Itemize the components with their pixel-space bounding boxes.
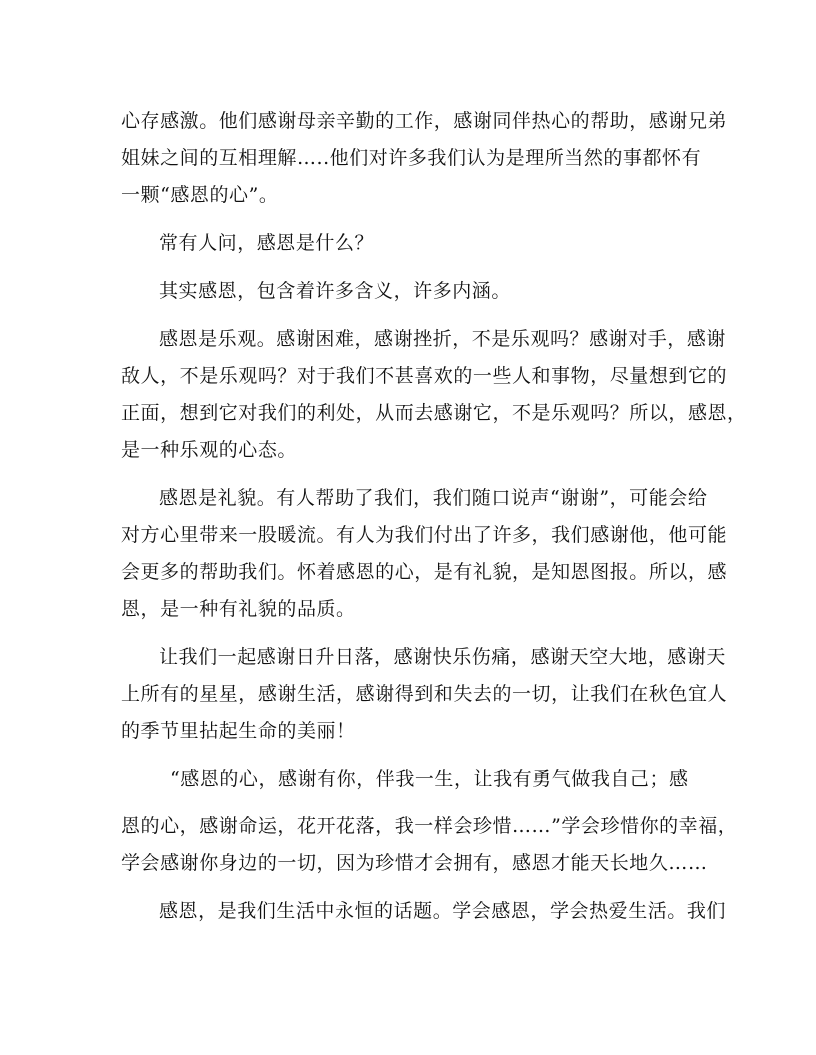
- text-line: 常有人问，感恩是什么？: [159, 232, 375, 254]
- text-line: 让我们一起感谢日升日落，感谢快乐伤痛，感谢天空大地，感谢天: [159, 646, 726, 668]
- text-line: 是一种乐观的心态。: [121, 439, 297, 461]
- text-line: 学会感谢你身边的一切，因为珍惜才会拥有，感恩才能天长地久……: [121, 852, 708, 874]
- text-line: 一颗“感恩的心”。: [121, 184, 279, 206]
- text-line: 敌人，不是乐观吗？对于我们不甚喜欢的一些人和事物，尽量想到它的: [121, 365, 728, 387]
- text-line: “感恩的心，感谢有你，伴我一生，让我有勇气做我自己；感: [170, 768, 689, 790]
- text-line: 心存感激。他们感谢母亲辛勤的工作，感谢同伴热心的帮助，感谢兄弟: [121, 110, 728, 132]
- text-line: 其实感恩，包含着许多含义，许多内涵。: [159, 280, 511, 302]
- text-line: 的季节里拈起生命的美丽！: [121, 720, 356, 742]
- text-line: 姐妹之间的互相理解…..他们对许多我们认为是理所当然的事都怀有: [121, 147, 702, 169]
- text-line: 对方心里带来一股暖流。有人为我们付出了许多，我们感谢他，他可能: [121, 524, 728, 546]
- text-line: 恩，是一种有礼貌的品质。: [121, 598, 356, 620]
- text-line: 正面，想到它对我们的利处，从而去感谢它，不是乐观吗？所以，感恩，: [121, 402, 747, 424]
- text-line: 会更多的帮助我们。怀着感恩的心，是有礼貌，是知恩图报。所以，感: [121, 561, 728, 583]
- text-line: 感恩是礼貌。有人帮助了我们，我们随口说声“谢谢”，可能会给: [159, 487, 708, 509]
- text-line: 恩的心，感谢命运，花开花落，我一样会珍惜……”学会珍惜你的幸福，: [121, 815, 738, 837]
- text-line: 上所有的星星，感谢生活，感谢得到和失去的一切，让我们在秋色宜人: [121, 683, 728, 705]
- text-line: 感恩是乐观。感谢困难，感谢挫折，不是乐观吗？感谢对手，感谢: [159, 328, 726, 350]
- text-line: 感恩，是我们生活中永恒的话题。学会感恩，学会热爱生活。我们: [159, 900, 726, 922]
